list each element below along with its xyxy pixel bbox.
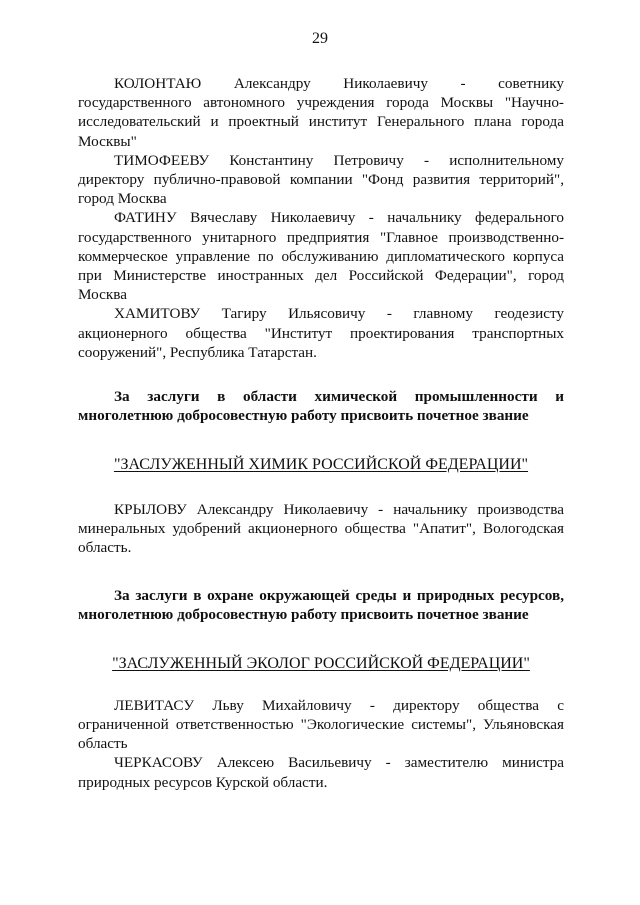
nominee-khamitov: ХАМИТОВУ Тагиру Ильясовичу - главному геодезисту акционерного общества "Институт проектирования транспортных сооружений", Республика Татарстан.: [78, 305, 564, 361]
nominee-fatin: ФАТИНУ Вячеславу Николаевичу - начальнику федерального государственного унитарного предприятия "Главное производственно-коммерческое управление по обслуживанию дипломатического корпуса при Министерстве иностранных дел Российской Федерации", город Москва: [78, 209, 564, 304]
award-chemist-title: "ЗАСЛУЖЕННЫЙ ХИМИК РОССИЙСКОЙ ФЕДЕРАЦИИ": [113, 456, 529, 474]
award-chemist-intro: За заслуги в области химической промышленности и многолетнюю добросовестную работу присвоить почетное звание: [78, 388, 564, 425]
award-ecologist-intro: За заслуги в охране окружающей среды и природных ресурсов, многолетнюю добросовестную работу присвоить почетное звание: [78, 587, 564, 624]
document-body: [78, 74, 564, 792]
nominee-levitas: ЛЕВИТАСУ Льву Михайловичу - директору общества с ограниченной ответственностью "Экологические системы", Ульяновская область: [78, 696, 564, 753]
nominee-timofeev: ТИМОФЕЕВУ Константину Петровичу - исполнительному директору публично-правовой компании "Фонд развития территорий", город Москва: [78, 151, 564, 208]
nominee-cherkasov: ЧЕРКАСОВУ Алексею Васильевичу - заместителю министра природных ресурсов Курской области.: [78, 754, 564, 791]
page-number: 29: [312, 30, 328, 47]
award-ecologist-title: "ЗАСЛУЖЕННЫЙ ЭКОЛОГ РОССИЙСКОЙ ФЕДЕРАЦИИ": [112, 654, 530, 672]
nominee-kolontay: КОЛОНТАЮ Александру Николаевичу - советнику государственного автономного учреждения города Москвы "Научно-исследовательский и проектный институт Генерального плана города Москвы": [78, 75, 564, 150]
nominee-krylov: КРЫЛОВУ Александру Николаевичу - начальнику производства минеральных удобрений акционерного общества "Апатит", Вологодская область.: [78, 500, 564, 557]
